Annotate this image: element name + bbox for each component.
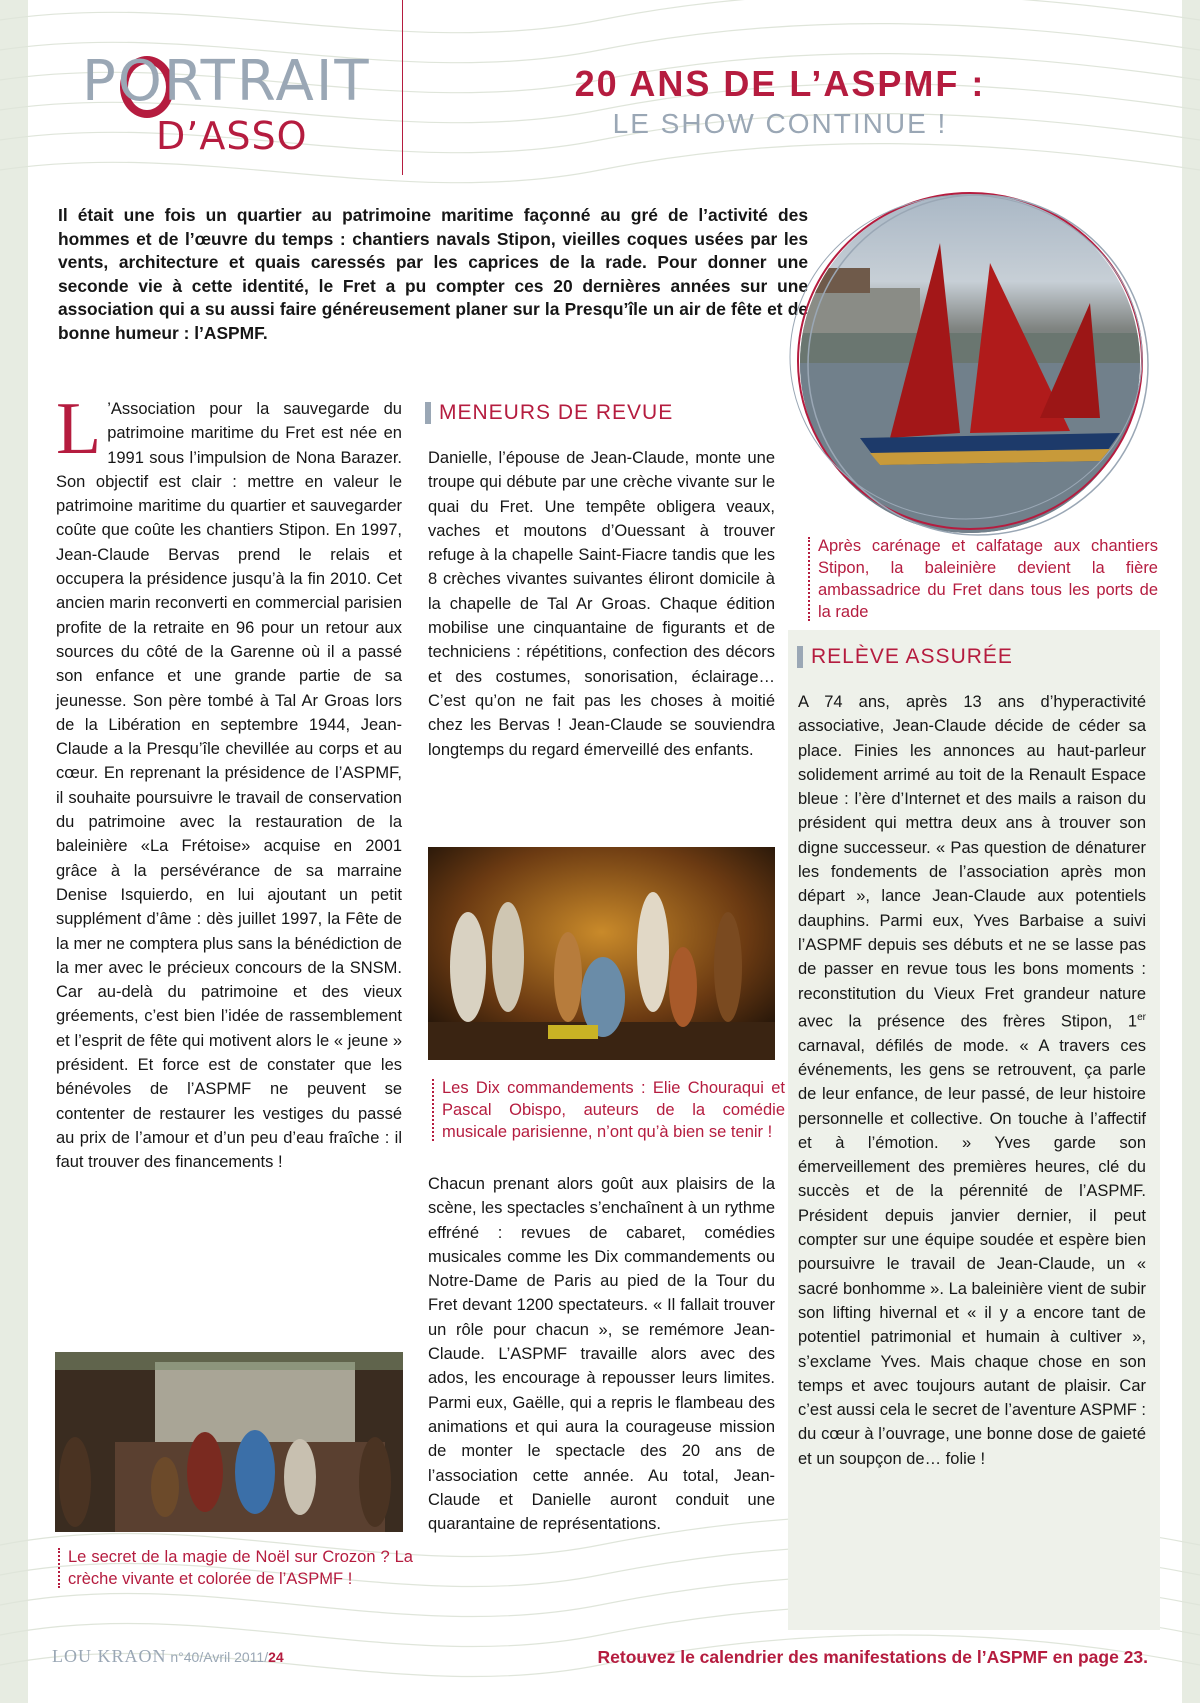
dropcap: L bbox=[56, 388, 102, 470]
boat-photo bbox=[800, 193, 1150, 543]
footer-issue-text: n°40/Avril 2011/ bbox=[170, 1649, 269, 1665]
heading-releve-assuree: RELÈVE ASSURÉE bbox=[797, 644, 1013, 670]
footer-brand: LOU KRAON bbox=[52, 1646, 167, 1666]
header-divider bbox=[402, 0, 403, 175]
column2-continued-text: Chacun prenant alors goût aux plaisirs de la scène, les spectacles s’enchaînent à un rythme effréné : revues de cabaret, comédies musicales comme les Dix commandements ou Notre-Dame de Paris au pied de la Tour du Fret devant 1200 spectateurs. « Il fallait trouver un rôle pour chacun », se remémore Jean-Claude. L’ASPMF travaille alors avec des ados, les encourage à repousser leurs limites. Parmi eux, Gaëlle, qui a repris le flambeau des animations et qui aura la courageuse mission de monter le spectacle des 20 ans de l’association cette année. Au total, Jean-Claude et Danielle auront conduit une quarantaine de représentations. bbox=[428, 1175, 775, 1534]
portrait-line1: PORTRAIT bbox=[82, 49, 371, 114]
column2-text: Danielle, l’épouse de Jean-Claude, monte une troupe qui débute par une crèche vivante sur le quai du Fret. Une tempête obligera veaux, vaches et moutons d’Ouessant à trouver refuge à la chapelle Saint-Fiacre tandis que les 8 crèches vivantes suivantes éliront domicile à la chapelle de Tal Ar Groas. Chaque édition mobilise une cinquantaine de figurants et de techniciens : répétitions, confection des décors et des costumes, sonorisation, éclairage… C’est qu’on ne fait pas les choses à moitié chez les Bervas ! Jean-Claude se souviendra longtemps du regard émerveillé des enfants. bbox=[428, 449, 775, 759]
portrait-line2: D’ASSO bbox=[156, 114, 308, 158]
intro-paragraph: Il était une fois un quartier au patrimoine maritime façonné au gré de l’activité des hommes et de l’œuvre du temps : chantiers navals Stipon, vieilles coques usées par les vents, architecture et quais caressés par les caprices de la rade. Pour donner une seconde vie à cette identité, le Fret a pu compter ces 20 dernières années sur une association qui a su aussi faire généreusement planer sur la Presqu’île un air de fête et de bonne humeur : l’ASPMF. bbox=[32, 200, 818, 356]
theatre-photo bbox=[428, 847, 775, 1060]
column3-text bbox=[798, 690, 1146, 1471]
column3-body-part1: A 74 ans, après 13 ans d’hyperactivité associative, Jean-Claude décide de céder sa place. Finies les annonces au haut-parleur solidement arrimé au toit de la Renault Espace bleue : l’ère d’Internet et des mails a raison du président qui mettra deux ans à trouver son digne successeur. « Pas question de dénaturer les fondements de l’association après mon départ », lance Jean-Claude aux potentiels dauphins. Parmi eux, Yves Barbaise a suivi l’ASPMF depuis ses débuts et ne se lasse pas de passer en revue tous les bons moments : reconstitution du Vieux Fret grandeur nature avec la présence des frères Stipon, 1 bbox=[798, 693, 1146, 1031]
theatre-caption: Les Dix commandements : Elie Chouraqui et Pascal Obispo, auteurs de la comédie musicale parisienne, n’ont qu’à bien se tenir ! bbox=[432, 1077, 785, 1143]
column1-body: ’Association pour la sauvegarde du patrimoine maritime du Fret est née en 1991 sous l’impulsion de Nona Barazer. Son objectif est clair : mettre en valeur le patrimoine maritime du quartier et sauvegarder coûte que coûte les chantiers Stipon. En 1997, Jean-Claude Bervas prend le relais et occupera la présidence jusqu’à la fin 2010. Cet ancien marin reconverti en commercial parisien profite de la retraite en 96 pour un retour aux sources du côté de la Garenne où il a passé son enfance et une grande partie de sa jeunesse. Son père tombé à Tal Ar Groas lors de la Libération en septembre 1944, Jean-Claude a la Presqu’île chevillée au corps et au cœur. En reprenant la présidence de l’ASPMF, il souhaite poursuivre le travail de conservation du patrimoine avec la restauration de la baleinière «La Frétoise» acquise en 2001 grâce à la persévérance de sa marraine Denise Isquierdo, en lui ajoutant un petit supplément d’âme : dès juillet 1997, la Fête de la mer ne comptera plus sans la bénédiction de la mer avec le précieux concours de la SNSM. Car au-delà du patrimoine et des vieux gréements, c’est bien l’idée de rassemblement et l’esprit de fête qui motivent alors le « jeune » président. Et force est de constater que les bénévoles de l’ASPMF ne peuvent se contenter de restaurer les vestiges du passé au prix de l’amour et d’un peu d’eau fraîche : il faut trouver des financements ! bbox=[56, 400, 402, 1172]
portrait-logo bbox=[82, 50, 382, 160]
footer-issue bbox=[52, 1645, 284, 1668]
heading-meneurs-de-revue: MENEURS DE REVUE bbox=[425, 400, 673, 426]
creche-photo bbox=[55, 1352, 403, 1532]
boat-caption: Après carénage et calfatage aux chantiers Stipon, la baleinière devient la fière ambassadrice du Fret dans tous les ports de la rade bbox=[808, 535, 1158, 623]
footer-page-number: 24 bbox=[268, 1649, 284, 1665]
footer-calendar-note: Retouvez le calendrier des manifestations de l’ASPMF en page 23. bbox=[597, 1647, 1148, 1667]
creche-caption: Le secret de la magie de Noël sur Crozon ? La crèche vivante et colorée de l’ASPMF ! bbox=[58, 1546, 413, 1590]
left-margin-band bbox=[0, 0, 28, 1703]
superscript-er: er bbox=[1137, 1011, 1146, 1023]
article-title: 20 ANS DE L’ASPMF : bbox=[574, 63, 986, 104]
column3-body-part2: carnaval, défilés de mode. « A travers ces événements, les gens se retrouvent, ça parle de leur enfance, de leur passé, de leur histoire personnelle et collective. On touche à l’affectif et à l’émotion. » Yves garde son émerveillement des premières heures, clé du succès et de la pérennité de l’ASPMF. Président depuis janvier dernier, il peut compter sur une équipe soudée et espère bien poursuivre le travail de Jean-Claude, un « sacré bonhomme ». La baleinière vient de subir son lifting hivernal et « il y a encore tant de potentiel patrimonial et humain à cultiver », s’exclame Yves. Mais chaque chose en son temps et avec toujours autant de plaisir. Car c’est aussi cela le secret de l’aventure ASPMF : du cœur à l’ouvrage, une bonne dose de gaieté et un soupçon de… folie ! bbox=[798, 1036, 1146, 1468]
column1-text bbox=[56, 388, 402, 1175]
decorative-rings bbox=[788, 185, 1158, 545]
article-title-block bbox=[430, 62, 1130, 142]
right-margin-band bbox=[1182, 0, 1200, 1703]
article-subtitle: LE SHOW CONTINUE ! bbox=[612, 108, 948, 139]
